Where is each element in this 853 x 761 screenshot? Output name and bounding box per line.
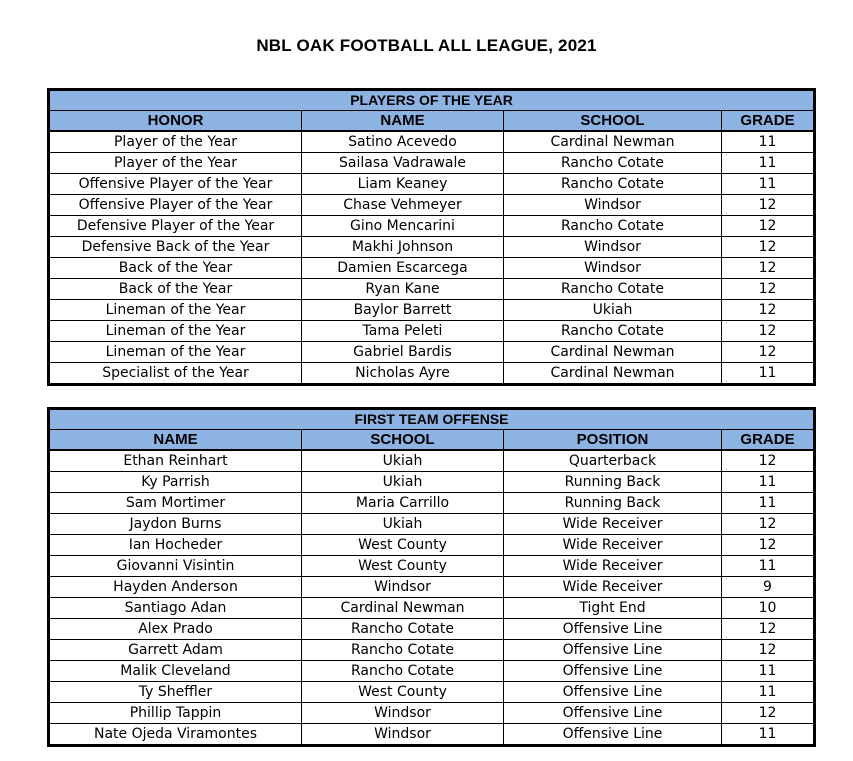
- table-cell: Sailasa Vadrawale: [302, 153, 504, 174]
- table-cell: West County: [302, 556, 504, 577]
- table-row: [49, 153, 815, 174]
- table-cell: Gabriel Bardis: [302, 342, 504, 363]
- table-body: [49, 131, 815, 385]
- page-title: NBL OAK FOOTBALL ALL LEAGUE, 2021: [256, 36, 597, 55]
- table-row: [49, 556, 815, 577]
- table-row: [49, 619, 815, 640]
- table-caption: PLAYERS OF THE YEAR: [49, 90, 815, 111]
- table-cell: 12: [722, 195, 815, 216]
- table-cell: Windsor: [504, 195, 722, 216]
- table-cell: Liam Keaney: [302, 174, 504, 195]
- table-cell: Quarterback: [504, 450, 722, 472]
- table-cell: Cardinal Newman: [504, 131, 722, 153]
- table-row: [49, 682, 815, 703]
- table-cell: Lineman of the Year: [49, 342, 302, 363]
- table-cell: Windsor: [302, 724, 504, 746]
- column-header-grade: GRADE: [722, 430, 815, 451]
- table-cell: 12: [722, 279, 815, 300]
- table-cell: Jaydon Burns: [49, 514, 302, 535]
- table-cell: 9: [722, 577, 815, 598]
- table-cell: 12: [722, 640, 815, 661]
- table-cell: Hayden Anderson: [49, 577, 302, 598]
- table-cell: Offensive Line: [504, 640, 722, 661]
- table-cell: Cardinal Newman: [302, 598, 504, 619]
- table-cell: Gino Mencarini: [302, 216, 504, 237]
- table-cell: 12: [722, 514, 815, 535]
- table-cell: Ryan Kane: [302, 279, 504, 300]
- table-cell: Wide Receiver: [504, 535, 722, 556]
- table-cell: Damien Escarcega: [302, 258, 504, 279]
- column-header-grade: GRADE: [722, 111, 815, 132]
- table-cell: Wide Receiver: [504, 514, 722, 535]
- column-header-name: NAME: [302, 111, 504, 132]
- table-cell: West County: [302, 682, 504, 703]
- table-cell: Ukiah: [302, 450, 504, 472]
- table-cell: 12: [722, 237, 815, 258]
- table-cell: 11: [722, 493, 815, 514]
- table-cell: 10: [722, 598, 815, 619]
- table-cell: Satino Acevedo: [302, 131, 504, 153]
- table-row: [49, 640, 815, 661]
- table-row: [49, 493, 815, 514]
- table-cell: 12: [722, 300, 815, 321]
- table-cell: 12: [722, 703, 815, 724]
- column-header-name: NAME: [49, 430, 302, 451]
- table-row: [49, 450, 815, 472]
- table-cell: Tight End: [504, 598, 722, 619]
- table-cell: Running Back: [504, 493, 722, 514]
- table-cell: Player of the Year: [49, 131, 302, 153]
- table-row: [49, 535, 815, 556]
- table-cell: Chase Vehmeyer: [302, 195, 504, 216]
- table-cell: Rancho Cotate: [504, 174, 722, 195]
- table-cell: Windsor: [504, 258, 722, 279]
- table-cell: Giovanni Visintin: [49, 556, 302, 577]
- table-cell: Offensive Player of the Year: [49, 195, 302, 216]
- table-cell: 11: [722, 131, 815, 153]
- table-cell: 12: [722, 450, 815, 472]
- column-header-position: POSITION: [504, 430, 722, 451]
- table-cell: Windsor: [302, 577, 504, 598]
- table-row: [49, 174, 815, 195]
- table-row: [49, 342, 815, 363]
- table-cell: Back of the Year: [49, 258, 302, 279]
- table-cell: 12: [722, 216, 815, 237]
- table-cell: 11: [722, 661, 815, 682]
- table-cell: Rancho Cotate: [302, 661, 504, 682]
- table-cell: 12: [722, 321, 815, 342]
- table-cell: Makhi Johnson: [302, 237, 504, 258]
- table-cell: Nicholas Ayre: [302, 363, 504, 385]
- table-cell: Offensive Line: [504, 703, 722, 724]
- table-cell: 12: [722, 619, 815, 640]
- table-row: [49, 279, 815, 300]
- table-cell: Running Back: [504, 472, 722, 493]
- table-cell: Alex Prado: [49, 619, 302, 640]
- table-cell: Garrett Adam: [49, 640, 302, 661]
- table-cell: Lineman of the Year: [49, 321, 302, 342]
- table-cell: 11: [722, 174, 815, 195]
- table-cell: Ky Parrish: [49, 472, 302, 493]
- table-cell: Rancho Cotate: [302, 619, 504, 640]
- table-cell: Cardinal Newman: [504, 342, 722, 363]
- table-cell: Santiago Adan: [49, 598, 302, 619]
- table-cell: Wide Receiver: [504, 556, 722, 577]
- table-cell: West County: [302, 535, 504, 556]
- table-cell: 11: [722, 682, 815, 703]
- table-cell: 12: [722, 535, 815, 556]
- table-row: [49, 300, 815, 321]
- table-cell: Ty Sheffler: [49, 682, 302, 703]
- table-cell: Back of the Year: [49, 279, 302, 300]
- table-cell: Rancho Cotate: [504, 216, 722, 237]
- table-row: [49, 363, 815, 385]
- column-header-honor: HONOR: [49, 111, 302, 132]
- table-row: [49, 514, 815, 535]
- column-header-school: SCHOOL: [504, 111, 722, 132]
- table-cell: 11: [722, 556, 815, 577]
- table-row: [49, 195, 815, 216]
- table-cell: Tama Peleti: [302, 321, 504, 342]
- table-row: [49, 131, 815, 153]
- table-row: [49, 598, 815, 619]
- table-row: [49, 237, 815, 258]
- table-cell: Phillip Tappin: [49, 703, 302, 724]
- table-cell: Cardinal Newman: [504, 363, 722, 385]
- table-row: [49, 321, 815, 342]
- table-row: [49, 258, 815, 279]
- column-header-school: SCHOOL: [302, 430, 504, 451]
- table-cell: Specialist of the Year: [49, 363, 302, 385]
- table-cell: Nate Ojeda Viramontes: [49, 724, 302, 746]
- table-cell: 12: [722, 258, 815, 279]
- table-cell: Malik Cleveland: [49, 661, 302, 682]
- table-cell: 11: [722, 363, 815, 385]
- table-cell: Rancho Cotate: [504, 153, 722, 174]
- table-cell: Maria Carrillo: [302, 493, 504, 514]
- table-row: [49, 724, 815, 746]
- table-cell: Offensive Line: [504, 661, 722, 682]
- table-cell: Defensive Back of the Year: [49, 237, 302, 258]
- table-cell: Windsor: [302, 703, 504, 724]
- table-cell: 11: [722, 153, 815, 174]
- table-cell: 11: [722, 724, 815, 746]
- table-cell: Offensive Player of the Year: [49, 174, 302, 195]
- table-cell: Sam Mortimer: [49, 493, 302, 514]
- table-cell: 11: [722, 472, 815, 493]
- table-caption: FIRST TEAM OFFENSE: [49, 409, 815, 430]
- table-cell: Lineman of the Year: [49, 300, 302, 321]
- table-cell: Offensive Line: [504, 619, 722, 640]
- table-body: [49, 450, 815, 746]
- table-cell: Baylor Barrett: [302, 300, 504, 321]
- table-cell: Ukiah: [504, 300, 722, 321]
- table-cell: Ukiah: [302, 514, 504, 535]
- table-cell: Ian Hocheder: [49, 535, 302, 556]
- table-row: [49, 577, 815, 598]
- table-cell: Ethan Reinhart: [49, 450, 302, 472]
- table-row: [49, 703, 815, 724]
- table-cell: Rancho Cotate: [504, 279, 722, 300]
- table-cell: Wide Receiver: [504, 577, 722, 598]
- first-team-offense-table: [47, 407, 816, 747]
- table-cell: Ukiah: [302, 472, 504, 493]
- table-cell: Offensive Line: [504, 724, 722, 746]
- table-cell: Defensive Player of the Year: [49, 216, 302, 237]
- players-of-the-year-table: [47, 88, 816, 386]
- table-cell: Rancho Cotate: [302, 640, 504, 661]
- table-cell: 12: [722, 342, 815, 363]
- table-cell: Offensive Line: [504, 682, 722, 703]
- table-row: [49, 661, 815, 682]
- table-row: [49, 216, 815, 237]
- table-cell: Rancho Cotate: [504, 321, 722, 342]
- table-row: [49, 472, 815, 493]
- table-cell: Player of the Year: [49, 153, 302, 174]
- table-cell: Windsor: [504, 237, 722, 258]
